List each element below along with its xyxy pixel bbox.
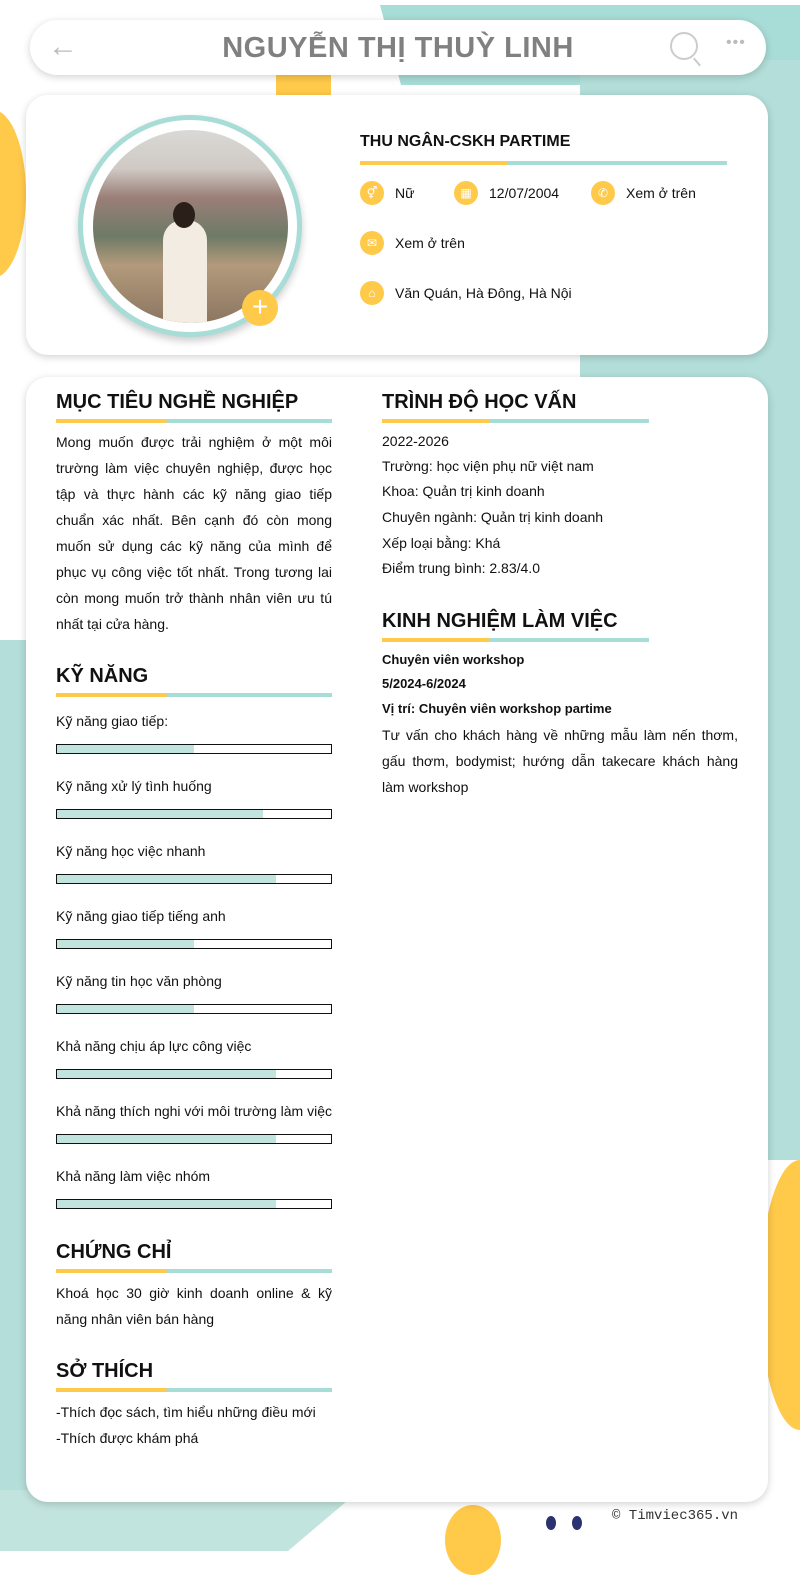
email-value: Xem ở trên [395, 235, 465, 251]
birthdate-value: 12/07/2004 [489, 185, 560, 201]
job-title: THU NGÂN-CSKH PARTIME [360, 133, 571, 150]
add-photo-button[interactable]: + [242, 290, 278, 326]
experience-title: KINH NGHIỆM LÀM VIỆC [382, 610, 618, 632]
profile-card [26, 95, 768, 355]
skill-bar [56, 1199, 332, 1209]
top-bar [30, 20, 766, 75]
skill-label: Khả năng làm việc nhóm [56, 1168, 211, 1184]
skill-label: Kỹ năng tin học văn phòng [56, 973, 222, 989]
divider [56, 693, 332, 697]
skill-bar [56, 1004, 332, 1014]
skill-bar-fill [57, 875, 276, 883]
skill-bar-fill [57, 810, 263, 818]
skill-bar [56, 744, 332, 754]
skill-label: Kỹ năng giao tiếp: [56, 713, 169, 729]
education-line: 2022-2026 [382, 433, 449, 449]
skill-label: Kỹ năng học việc nhanh [56, 843, 206, 859]
divider [56, 1269, 332, 1273]
home-icon: ⌂ [360, 281, 384, 305]
bg-yellow-left [0, 110, 26, 278]
copyright: © Timviec365.vn [612, 1508, 739, 1524]
page-title: NGUYỄN THỊ THUỲ LINH [222, 32, 574, 64]
address-value: Văn Quán, Hà Đông, Hà Nội [395, 285, 572, 301]
certificates-title: CHỨNG CHỈ [56, 1241, 172, 1263]
gender-icon: ⚥ [360, 181, 384, 205]
more-icon[interactable]: ••• [726, 34, 746, 51]
skill-label: Khả năng chịu áp lực công việc [56, 1038, 252, 1054]
divider [382, 419, 649, 423]
education-line: Chuyên ngành: Quản trị kinh doanh [382, 509, 604, 525]
divider [56, 419, 332, 423]
objective-text: Mong muốn được trải nghiệm ở một môi trường làm việc chuyên nghiệp, được học tập và thực hành các kỹ năng giao tiếp chuẩn xác nhất. Bên cạnh đó còn mong muốn sử dụng các kỹ năng của mình để phục vụ công việc tốt nhất. Trong tương lai còn mong muốn trở thành nhân viên ưu tú nhất tại cửa hàng. [56, 434, 332, 632]
decor-dot [546, 1516, 556, 1530]
skill-bar [56, 1134, 332, 1144]
bg-yellow-bottom [445, 1505, 501, 1575]
phone-info [591, 181, 696, 205]
skill-bar [56, 939, 332, 949]
skill-bar-fill [57, 1005, 194, 1013]
education-line: Trường: học viện phụ nữ việt nam [382, 458, 594, 474]
divider [360, 161, 727, 165]
phone-value: Xem ở trên [626, 185, 696, 201]
education-line: Điểm trung bình: 2.83/4.0 [382, 560, 540, 576]
hobbies-title: SỞ THÍCH [56, 1360, 154, 1382]
decor-dot [572, 1516, 582, 1530]
education-line: Khoa: Quản trị kinh doanh [382, 483, 545, 499]
skill-bar-fill [57, 940, 194, 948]
divider [382, 638, 649, 642]
education-title: TRÌNH ĐỘ HỌC VẤN [382, 391, 577, 413]
experience-period: 5/2024-6/2024 [382, 676, 466, 691]
hobby-item: -Thích được khám phá [56, 1430, 199, 1446]
skill-label: Kỹ năng giao tiếp tiếng anh [56, 908, 226, 924]
hobby-item: -Thích đọc sách, tìm hiểu những điều mới [56, 1404, 316, 1420]
skill-label: Khả năng thích nghi với môi trường làm việc [56, 1103, 332, 1119]
calendar-icon: ▦ [454, 181, 478, 205]
back-arrow-icon[interactable]: ← [48, 30, 78, 63]
skill-bar-fill [57, 1070, 276, 1078]
divider [56, 1388, 332, 1392]
skill-bar-fill [57, 1200, 276, 1208]
phone-icon: ✆ [591, 181, 615, 205]
skills-title: KỸ NĂNG [56, 665, 149, 687]
skill-bar-fill [57, 1135, 276, 1143]
objective-title: MỤC TIÊU NGHỀ NGHIỆP [56, 391, 299, 413]
skill-bar [56, 1069, 332, 1079]
email-info [360, 231, 465, 255]
address-info [360, 281, 572, 305]
experience-company: Chuyên viên workshop [382, 652, 525, 667]
skill-bar-fill [57, 745, 194, 753]
experience-position: Vị trí: Chuyên viên workshop partime [382, 701, 612, 716]
skill-label: Kỹ năng xử lý tình huống [56, 778, 212, 794]
main-card [26, 377, 768, 1502]
gender-info [360, 181, 414, 205]
birthdate-info [454, 181, 559, 205]
experience-description: Tư vấn cho khách hàng về những mẫu làm nến thơm, gấu thơm, bodymist; hướng dẫn takecare khách hàng làm workshop [382, 727, 738, 795]
education-line: Xếp loại bằng: Khá [382, 535, 501, 551]
certificates-text: Khoá học 30 giờ kinh doanh online & kỹ năng nhân viên bán hàng [56, 1285, 332, 1327]
mail-icon: ✉ [360, 231, 384, 255]
skill-bar [56, 874, 332, 884]
skill-bar [56, 809, 332, 819]
search-icon[interactable] [670, 32, 698, 60]
gender-value: Nữ [395, 185, 415, 201]
